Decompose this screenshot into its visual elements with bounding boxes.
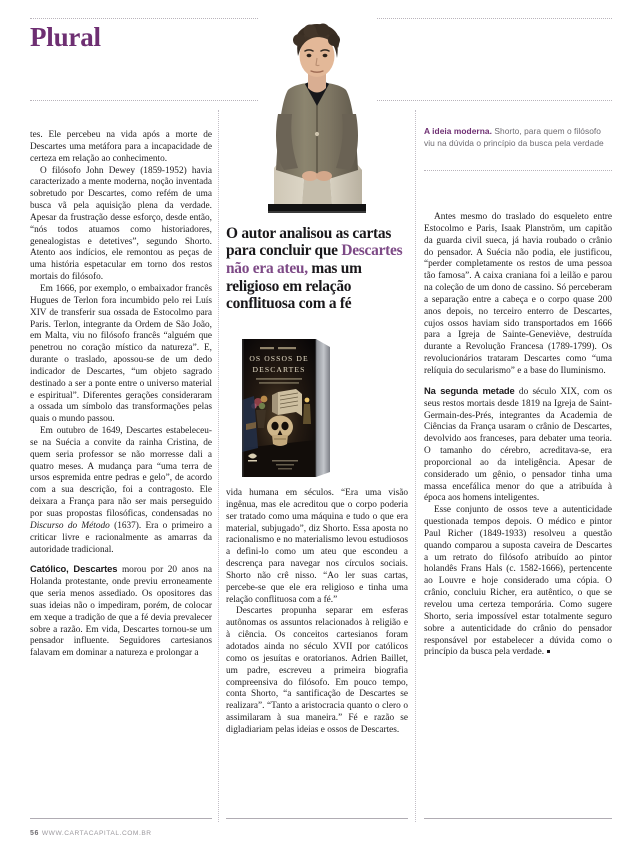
paragraph-with-italic-title bbox=[30, 426, 212, 556]
body-column-left bbox=[30, 130, 212, 660]
page-footer bbox=[30, 830, 152, 837]
column-divider-right bbox=[415, 110, 416, 822]
column-divider-left bbox=[218, 110, 219, 822]
photo-caption bbox=[424, 126, 612, 149]
headline-part-2: mas um religioso em relação conflituosa com a fé bbox=[226, 259, 362, 313]
paragraph: O filósofo John Dewey (1859-1952) havia caracterizado a mente moderna, noção inventada sobretudo por Descartes, como refém de uma busca vã pela aquisição plena da verdade. Apesar da frustração desse esforço, desde então, “nós todos atuamos como historiadores, genealogistas e detetives”, segundo Shorto. Atento aos indícios, ele remontou as peças de uma história espetacular em torno dos restos mortais do filósofo. bbox=[30, 165, 212, 283]
paragraph-text: morou por 20 anos na Holanda protestante, onde previu erroneamente que seria menos assediado. Os opositores das suas ideias não o impediram, porém, de colocar em xeque a tradição de que a fé devia prevalecer sobre a razão. Em vida, Descartes tornou-se um pensador influente. Seguidores cartesianos falavam em dominar a natureza e prolongar a bbox=[30, 565, 212, 659]
paragraph-text: Esse conjunto de ossos teve a autenticidade questionada tempos depois. O médico e pintor Paul Richer (1849-1933) resolveu a questão quando comparou a suposta caveira de Descartes a um retrato do filósofo atribuído ao pintor holandês Frans Hals (c. 1582-1666), pertencente ao Louvre e hoje considerado uma cópia. O crânio, concluiu Richer, era autêntico, o que se revelou uma certeza temporária. Como sugere Shorto, seria impossível estar totalmente seguro sobre a autenticidade do crânio do pensador responsável por estabelecer a dúvida como o princípio da busca pela verdade. bbox=[424, 505, 612, 658]
paragraph: Descartes propunha separar em esferas autônomas os assuntos relacionados à religião e à ciência. Os conceitos cartesianos foram adotados ainda no século XVII por católicos como os jesuítas e oratorianos. Adrien Baillet, um padre, escreveu a primeira biografia compreensiva do filósofo. Em pouco tempo, conta Shorto, “a santificação de Descartes se realizara”. “Tanto a aristocracia quanto o clero o assimilaram à sua maneira.” Fé e razão se digladiariam pelas ideias e ossos de Descartes. bbox=[226, 606, 408, 735]
book-title-line2: DESCARTES bbox=[252, 365, 306, 374]
section-title: Plural bbox=[30, 22, 101, 52]
book-title-italic: Discurso do Método bbox=[30, 520, 110, 531]
paragraph-with-lead-in bbox=[424, 385, 612, 505]
section-masthead bbox=[30, 24, 230, 51]
book-cover-graphic bbox=[232, 336, 340, 480]
paragraph-with-lead-in bbox=[30, 563, 212, 660]
portrait-photo bbox=[258, 18, 376, 222]
middle-column-bottom-rule bbox=[226, 818, 408, 819]
paragraph-lead-in: Na segunda metade bbox=[424, 384, 515, 396]
caption-underrule bbox=[424, 170, 612, 171]
left-column-bottom-rule bbox=[30, 818, 212, 819]
end-mark bbox=[547, 650, 550, 653]
paragraph: Antes mesmo do traslado do esqueleto entre Estocolmo e Paris, Isaak Planström, um capitão da guarda civil sueca, já havia roubado o crânio do pensador. A Suécia não podia, ele justificou, “perder completamente os restos de uma pessoa tão famosa”. A caixa craniana foi a leilão e parou na coleção de um dono de cassino. Só perceberam a separação entre a cabeça e o corpo quase 200 anos depois, no terceiro enterro de Descartes, cujos ossos haviam sido transportados em 1666 para a Igreja de Sainte-Geneviève, destruída durante a Revolução Francesa (1789-1799). Os revolucionários trataram Descartes como “uma relíquia do secularismo” e a base do Iluminismo. bbox=[424, 212, 612, 376]
paragraph: tes. Ele percebeu na vida após a morte de Descartes uma metáfora para a incapacidade de certeza em relação ao conhecimento. bbox=[30, 130, 212, 164]
paragraph-final bbox=[424, 505, 612, 659]
body-column-right bbox=[424, 212, 612, 659]
paragraph-text: Em outubro de 1649, Descartes estabeleceu-se na Suécia a convite da rainha Cristina, de quem seria professor se não morresse dali a quatro meses. A mudança para “uma terra de ursos espremida entre pedras e gelo”, de acordo com a sua descrição, foi a contragosto. Ele deixara a França para não ser mais perseguido por suas propostas filosóficas, condensadas no bbox=[30, 426, 212, 519]
paragraph: Em 1666, por exemplo, o embaixador francês Hugues de Terlon fora incumbido pelo rei Luís XIV de transferir sua ossada de Estocolmo para Paris. Terlon, integrante da Ordem de São João, em Malta, viu no filósofo francês “alguém que penetrou no coração místico da natureza”. E, durante o traslado, apossou-se de um dedo indicador de Descartes, “um objeto sagrado destinado a ser a ponte entre o universo material e espiritual”. Diferentes gerações consideraram a ossada um símbolo das transformações pelas quais o mundo passou. bbox=[30, 283, 212, 425]
book-title-line1: OS OSSOS DE bbox=[249, 354, 309, 363]
book-cover bbox=[232, 336, 340, 480]
headline-accent: Descartes não era ateu, bbox=[226, 242, 403, 277]
paragraph-text: do século XIX, com os seus restos mortais desde 1819 na Igreja de Saint-Germain-des-Prés, integrantes da Academia de Ciências da França usaram o crânio de Descartes, devolvido aos franceses, para debater uma teoria. O tamanho do cérebro, acreditava-se, era proporcional ao da inteligência. Apesar de considerado um gênio, o pensador tinha uma massa encefálica menor do que a atribuída à época aos homens inteligentes. bbox=[424, 386, 612, 504]
right-column-bottom-rule bbox=[424, 818, 612, 819]
caption-lead: A ideia moderna. bbox=[424, 126, 492, 136]
caption-text: Shorto, para quem o filósofo viu na dúvida o princípio da busca pela verdade bbox=[424, 126, 604, 148]
paragraph-lead-in: Católico, Descartes bbox=[30, 563, 118, 575]
headline-part-1: O autor analisou as cartas para concluir que bbox=[226, 224, 392, 260]
article-headline bbox=[226, 225, 412, 313]
portrait-photo-graphic bbox=[258, 18, 376, 222]
body-column-middle bbox=[226, 488, 408, 737]
footer-site-url: WWW.CARTACAPITAL.COM.BR bbox=[41, 830, 152, 837]
paragraph-text-tail: (1637). Era o primeiro a criticar livre e racionalmente as amarras da autoridade tradicional. bbox=[30, 520, 213, 555]
paragraph: vida humana em séculos. “Era uma visão ingênua, mas ele acreditou que o corpo poderia ser tratado como uma máquina e tudo o que era material, subjugado”, diz Shorto. Essa aposta no racionalismo e no materialismo levou estudiosos a defini-lo como um ateu que escondeu a descrença para navegar nos círculos sociais. Shorto não crê nisso. “Ao ler suas cartas, percebe-se que ele era religioso e tinha uma relação conflituosa com a fé.” bbox=[226, 488, 408, 605]
page-number: 56 bbox=[30, 830, 39, 837]
